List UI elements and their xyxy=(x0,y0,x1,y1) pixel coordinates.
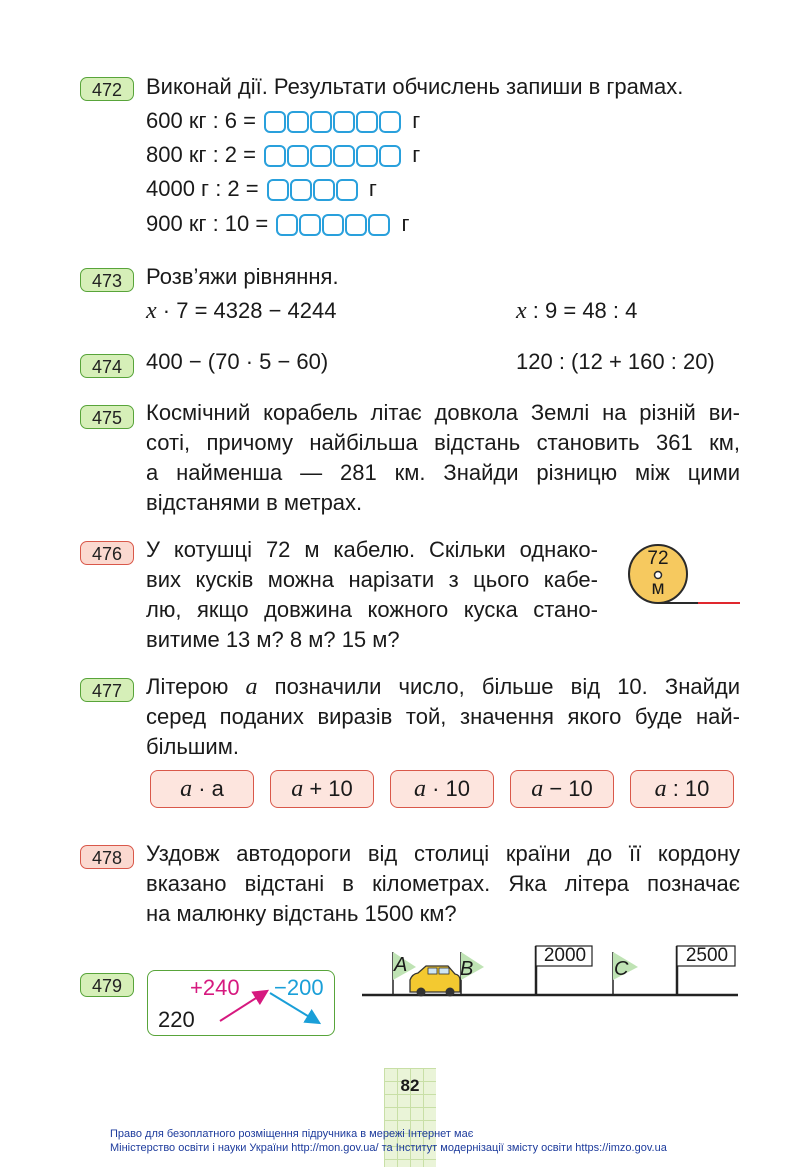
task-477-line-2: серед поданих виразів той, значення якого буде най- xyxy=(146,704,740,729)
distance-sign-2000: 2000 xyxy=(543,945,587,966)
option-rest: + 10 xyxy=(309,776,353,801)
expression: 900 кг : 10 = xyxy=(146,211,269,236)
option-a-times-a[interactable] xyxy=(150,770,254,808)
task-number-475: 475 xyxy=(80,405,134,429)
variable: a xyxy=(180,776,193,802)
expression-1: 400 − (70 · 5 − 60) xyxy=(146,349,329,374)
task-number-477: 477 xyxy=(80,678,134,702)
expression: 600 кг : 6 = xyxy=(146,108,256,133)
task-476-line-2: вих кусків можна нарізати з цього кабе- xyxy=(146,567,598,592)
answer-boxes[interactable] xyxy=(267,179,359,201)
task-478-line-1: Уздовж автодороги від столиці країни до її кордону xyxy=(146,841,740,866)
task-473-text: Розв’яжи рівняння. xyxy=(146,264,339,289)
task-number-472: 472 xyxy=(80,77,134,101)
equation-2 xyxy=(516,296,637,326)
option-a-times-10[interactable] xyxy=(390,770,494,808)
task-478-line-2: вказано відстані в кілометрах. Яка літера позначає xyxy=(146,871,740,896)
option-a-div-10[interactable] xyxy=(630,770,734,808)
unit: г xyxy=(401,211,410,236)
equation-rest: · 7 = 4328 − 4244 xyxy=(162,298,337,323)
page-number: 82 xyxy=(400,1076,420,1095)
task-475-line-2: соті, причому найбільша відстань становить 361 км, xyxy=(146,430,740,455)
task-472-row-2 xyxy=(146,140,420,170)
task-477-line-3: більшим. xyxy=(146,734,239,759)
task-number-476: 476 xyxy=(80,541,134,565)
spool-value: 72 xyxy=(647,548,669,569)
spool-unit: м xyxy=(651,578,665,599)
road-illustration xyxy=(360,940,740,1000)
unit: г xyxy=(412,108,421,133)
task-472-row-4 xyxy=(146,209,410,239)
expression-2: 120 : (12 + 160 : 20) xyxy=(516,349,715,374)
task-472-text: Виконай дії. Результати обчислень запиши в грамах. xyxy=(146,74,684,99)
unit: г xyxy=(412,142,421,167)
task-475-line-3: а найменша — 281 км. Знайди різницю між цими xyxy=(146,460,740,485)
text: Літерою xyxy=(146,674,229,699)
option-a-minus-10[interactable] xyxy=(510,770,614,808)
task-number-473: 473 xyxy=(80,268,134,292)
operation-minus: −200 xyxy=(274,975,324,1000)
expression: 800 кг : 2 = xyxy=(146,142,256,167)
option-rest: − 10 xyxy=(549,776,593,801)
operation-plus: +240 xyxy=(190,975,240,1000)
variable: a xyxy=(291,776,304,802)
unit: г xyxy=(368,176,377,201)
option-rest: · a xyxy=(198,776,224,801)
expression: 4000 г : 2 = xyxy=(146,176,259,201)
task-475-line-4: відстанями в метрах. xyxy=(146,490,363,515)
flag-label-b: B xyxy=(460,958,474,980)
answer-boxes[interactable] xyxy=(264,145,402,167)
equation-rest: : 9 = 48 : 4 xyxy=(532,298,638,323)
start-number: 220 xyxy=(158,1007,195,1032)
task-472-row-1 xyxy=(146,106,420,136)
answer-boxes[interactable] xyxy=(276,214,391,236)
equation-1 xyxy=(146,296,336,326)
task-number-474: 474 xyxy=(80,354,134,378)
task-478-line-3: на малюнку відстань 1500 км? xyxy=(146,901,457,926)
answer-boxes[interactable] xyxy=(264,111,402,133)
option-rest: · 10 xyxy=(432,776,471,801)
option-a-plus-10[interactable] xyxy=(270,770,374,808)
task-476-line-4: витиме 13 м? 8 м? 15 м? xyxy=(146,627,400,652)
task-476-line-1: У котушці 72 м кабелю. Скільки однако- xyxy=(146,537,598,562)
variable: x xyxy=(516,298,527,324)
task-number-478: 478 xyxy=(80,845,134,869)
task-477-line-1 xyxy=(146,672,740,702)
footer-line-2: Міністерство освіти і науки України http://mon.gov.ua/ та Інститут модернізації змісту освіти https://imzo.gov.ua xyxy=(110,1142,667,1154)
task-476-line-3: лю, якщо довжина кожного куска стано- xyxy=(146,597,598,622)
operation-chain-box xyxy=(147,970,335,1036)
option-rest: : 10 xyxy=(672,776,710,801)
variable: a xyxy=(245,674,258,700)
text: позначили число, більше від 10. Знайди xyxy=(274,674,740,699)
cable-spool xyxy=(626,542,744,610)
variable: a xyxy=(413,776,426,802)
flag-label-a: A xyxy=(394,954,408,976)
flag-label-c: C xyxy=(614,958,629,980)
variable: a xyxy=(531,776,544,802)
task-475-line-1: Космічний корабель літає довкола Землі на різній ви- xyxy=(146,400,740,425)
variable: x xyxy=(146,298,157,324)
task-472-row-3 xyxy=(146,174,377,204)
footer-line-1: Право для безоплатного розміщення підручника в мережі Інтернет має xyxy=(110,1128,474,1140)
car-icon xyxy=(410,966,460,997)
task-number-479: 479 xyxy=(80,973,134,997)
variable: a xyxy=(654,776,667,802)
distance-sign-2500: 2500 xyxy=(685,945,729,966)
